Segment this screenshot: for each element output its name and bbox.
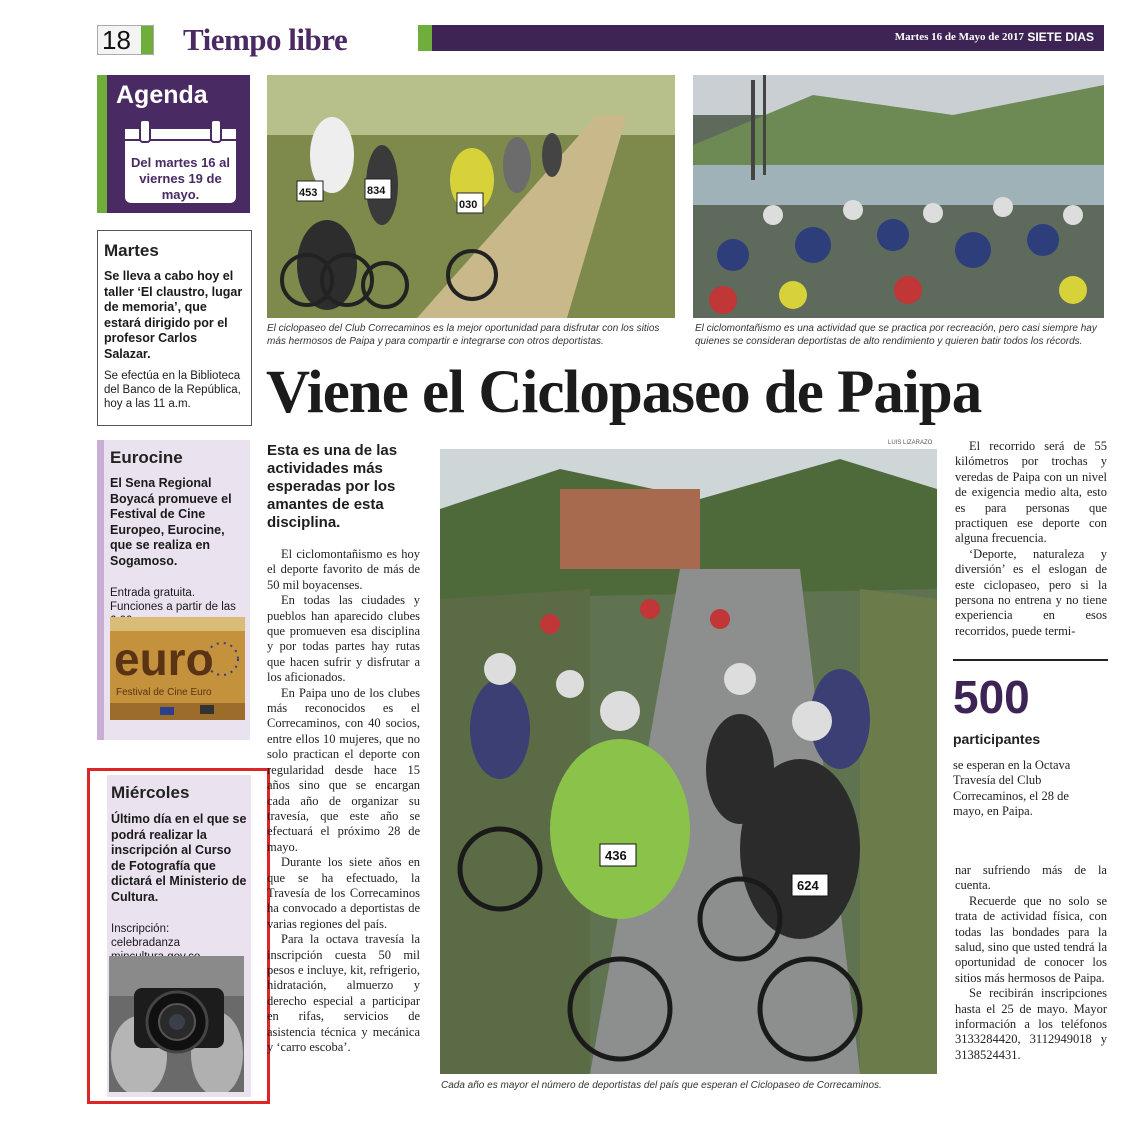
bib-624: 624: [797, 878, 819, 893]
martes-lead: Se lleva a cabo hoy el taller ‘El claustro, lugar de memoria’, que estará dirigido por el profesor Carlos Salazar.: [104, 269, 243, 361]
bib-834: 834: [367, 185, 386, 197]
eurocine-lead: El Sena Regional Boyacá promueve el Festival de Cine Europeo, Eurocine, que se realiza en Sogamoso.: [110, 476, 232, 568]
martes-heading: Martes: [104, 241, 159, 260]
miercoles-highlight-frame: [87, 768, 270, 1104]
agenda-box: [97, 75, 250, 213]
page-number-text: 18: [102, 25, 131, 55]
stat-number: 500: [953, 671, 1030, 723]
eurocine-box: [97, 440, 250, 740]
article-column-3-top: [955, 439, 1107, 639]
eurocine-detail: Entrada gratuita. Funciones a partir de las: [110, 587, 236, 613]
cyclists-trail-photo: [267, 75, 675, 318]
miercoles-lead: Último día en el que se podrá realizar la inscripción al Curso de Fotografía que dictará el Ministerio de Cultura.: [111, 812, 247, 904]
paragraph: Recuerde que no solo se trata de actividad física, con todas las bondades para la salud, sino que usted tendrá la oportunidad de conocer los sitios más hermosos de Paipa.: [955, 893, 1107, 985]
main-photo-caption: Cada año es mayor el número de deportistas del país que esperan el Ciclopaseo de Correcaminos.: [441, 1080, 882, 1091]
bib-030: 030: [459, 199, 478, 211]
stat-description: se esperan en la Octava Travesía del Club Correcaminos, el 28 de mayo, en Paipa.: [953, 758, 1071, 819]
stat-divider: [953, 659, 1108, 661]
agenda-date-range: Del martes 16 al viernes 19 de mayo.: [130, 155, 230, 202]
article-column-1: [267, 547, 420, 1055]
paragraph: El ciclomontañismo es hoy el deporte favorito de más de 50 mil boyacenses.: [267, 547, 420, 592]
paragraph: Para la octava travesía la inscripción cuesta 50 mil pesos e incluye, kit, refrigerio, hidratación, almuerzo y derecho especial a participar en rifas, servicios de asistencia técnica y mecánica y ‘carro escoba’.: [267, 932, 420, 1054]
paragraph: Durante los siete años en que se ha efectuado, la Travesía de los Correcaminos ha convocado a deportistas de varias regiones del país.: [267, 855, 420, 931]
photo1-caption: El ciclopaseo del Club Correcaminos es la mejor oportunidad para disfrutar con los sitios más hermosos de Paipa y para compartir e integrarse con otros deportistas.: [267, 323, 660, 347]
newspaper-brand: SIETE DIAS: [1027, 30, 1094, 44]
paragraph: ‘Deporte, naturaleza y diversión’ es el eslogan de este ciclopaseo, pero si la persona no entrena y no tiene experiencia en esos recorridos, puede termi-: [955, 546, 1107, 638]
paragraph: Se recibirán inscripciones hasta el 25 de mayo. Mayor información a los teléfonos 3133284420, 3112949018 y 3138524431.: [955, 986, 1107, 1062]
article-column-3-bottom: [955, 863, 1107, 1063]
martes-detail: Se efectúa en la Biblioteca del Banco de la República, hoy a las 11 a.m.: [104, 370, 241, 410]
paragraph: En Paipa uno de los clubes más reconocidos es el Correcaminos, con 40 socios, entre ellos 10 mujeres, que no solo practican el deporte con regularidad desde hace 15 años sino que se encargan cada año de organizar su travesía, que este año se efectuará el próximo 28 de mayo.: [267, 685, 420, 854]
calendar-icon: [125, 119, 236, 203]
euro-logo-subtitle: Festival de Cine Euro: [116, 687, 212, 698]
miercoles-heading: Miércoles: [111, 783, 190, 802]
section-title: Tiempo libre: [183, 22, 348, 57]
camera-photo: [109, 956, 244, 1092]
photo2-caption: El ciclomontañismo es una actividad que se practica por recreación, pero casi siempre hay quienes se consideran deportistas de alto rendimiento y quieren batir todos los récords.: [695, 323, 1097, 347]
euro-logo-word: euro: [114, 633, 214, 685]
agenda-accent: [97, 75, 107, 213]
bib-436: 436: [605, 848, 627, 863]
issue-date: Martes 16 de Mayo de 2017: [894, 31, 1024, 43]
cyclists-crowd-photo: [693, 75, 1104, 318]
martes-box: [97, 230, 252, 426]
paragraph: El recorrido será de 55 kilómetros por trochas y veredas de Paipa con un nivel de exigencia medio alta, esto es para personas que practiquen ese deporte con alguna frecuencia.: [955, 439, 1107, 546]
page-number-accent: [141, 26, 153, 54]
article-lead: Esta es una de las actividades más esperadas por los amantes de esta disciplina.: [267, 442, 398, 531]
paragraph: En todas las ciudades y pueblos han aparecido clubes que promueven esa disciplina y por todas partes hay rutas que hacen sufrir y disfrutar a los aficionados.: [267, 593, 420, 685]
header-bar-accent: [418, 25, 432, 51]
paragraph: nar sufriendo más de la cuenta.: [955, 863, 1107, 893]
miercoles-detail: Inscripción: celebradanza: [111, 923, 181, 949]
bib-453: 453: [299, 187, 318, 199]
main-cyclists-photo: [440, 449, 937, 1074]
stat-label: participantes: [953, 731, 1041, 747]
article-headline: Viene el Ciclopaseo de Paipa: [266, 359, 982, 426]
agenda-title: Agenda: [116, 81, 208, 109]
page-number: [97, 25, 154, 55]
eurocine-heading: Eurocine: [110, 448, 183, 467]
header-bar: [418, 25, 1104, 51]
photo-credit: LUIS LIZARAZO: [888, 440, 933, 446]
eurocine-logo-image: [110, 617, 245, 720]
